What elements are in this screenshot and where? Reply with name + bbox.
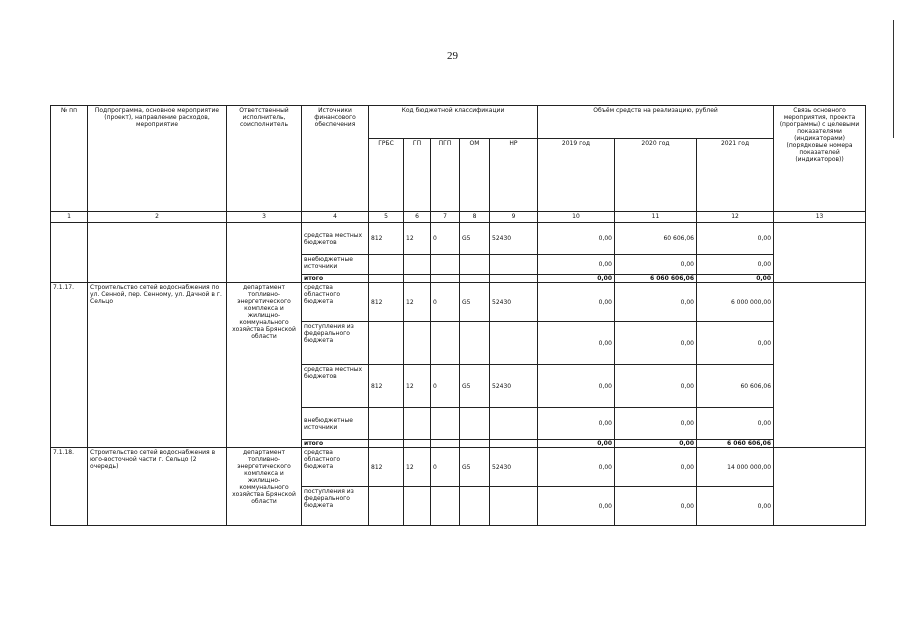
cell-2021: 0,00 [697, 408, 774, 440]
cell-nr: 52430 [490, 365, 538, 408]
cell-nr [490, 440, 538, 448]
cell-program: Строительство сетей водоснабжения в юго-восточной части г. Сельцо (2 очередь) [88, 448, 227, 526]
cell-link [774, 448, 866, 526]
col-number: 12 [697, 212, 774, 223]
col-number: 11 [615, 212, 697, 223]
cell-om [460, 255, 490, 275]
cell-source: итого [302, 440, 369, 448]
cell-gp [404, 255, 431, 275]
cell-executor: департамент топливно-энергетического комплекса и жилищно-коммунального хозяйства Брянской области [227, 448, 302, 526]
cell-source: средства областного бюджета [302, 283, 369, 322]
cell-om [460, 408, 490, 440]
col-number: 4 [302, 212, 369, 223]
cell-grbs [369, 275, 404, 283]
cell-gp [404, 322, 431, 365]
header-no: № пп [51, 106, 88, 212]
cell-2021: 0,00 [697, 223, 774, 255]
cell-2019: 0,00 [538, 408, 615, 440]
cell-2020: 0,00 [615, 408, 697, 440]
cell-nr [490, 487, 538, 526]
col-number: 8 [460, 212, 490, 223]
cell-grbs: 812 [369, 448, 404, 487]
cell-source: итого [302, 275, 369, 283]
cell-2021: 6 000 000,00 [697, 283, 774, 322]
col-number: 10 [538, 212, 615, 223]
header-pgp: ПГП [431, 139, 460, 212]
cell-2019: 0,00 [538, 322, 615, 365]
cell-om [460, 487, 490, 526]
cell-2021: 0,00 [697, 255, 774, 275]
header-budget-code: Код бюджетной классификации [369, 106, 538, 139]
cell-nr: 52430 [490, 283, 538, 322]
cell-pgp [431, 255, 460, 275]
cell-om: G5 [460, 223, 490, 255]
cell-2021: 0,00 [697, 487, 774, 526]
cell-source: внебюджетные источники [302, 255, 369, 275]
page-number: 29 [447, 50, 458, 62]
cell-2021: 0,00 [697, 275, 774, 283]
header-sources: Источники финансового обеспечения [302, 106, 369, 212]
cell-program: Строительство сетей водоснабжения по ул. Сенной, пер. Сенному, ул. Дачной в г. Сельцо [88, 283, 227, 448]
cell-no: 7.1.18. [51, 448, 88, 526]
cell-2021: 60 606,06 [697, 365, 774, 408]
cell-nr: 52430 [490, 448, 538, 487]
cell-link [774, 223, 866, 283]
header-volume: Объём средств на реализацию, рублей [538, 106, 774, 139]
header-2019: 2019 год [538, 139, 615, 212]
header-2021: 2021 год [697, 139, 774, 212]
cell-executor [227, 223, 302, 283]
cell-2020: 0,00 [615, 322, 697, 365]
cell-source: средства местных бюджетов [302, 365, 369, 408]
cell-2020: 60 606,06 [615, 223, 697, 255]
cell-nr [490, 322, 538, 365]
cell-nr [490, 275, 538, 283]
cell-2019: 0,00 [538, 283, 615, 322]
cell-grbs [369, 487, 404, 526]
cell-om [460, 275, 490, 283]
header-executor: Ответственный исполнитель, соисполнитель [227, 106, 302, 212]
table-row [51, 223, 866, 255]
cell-no [51, 223, 88, 283]
cell-2020: 0,00 [615, 365, 697, 408]
col-number: 7 [431, 212, 460, 223]
cell-2019: 0,00 [538, 223, 615, 255]
col-number: 5 [369, 212, 404, 223]
cell-2019: 0,00 [538, 440, 615, 448]
col-number: 3 [227, 212, 302, 223]
cell-2019: 0,00 [538, 487, 615, 526]
cell-pgp: 0 [431, 283, 460, 322]
cell-om: G5 [460, 448, 490, 487]
cell-source: поступления из федерального бюджета [302, 322, 369, 365]
cell-2019: 0,00 [538, 275, 615, 283]
cell-om: G5 [460, 283, 490, 322]
cell-gp [404, 487, 431, 526]
cell-nr: 52430 [490, 223, 538, 255]
col-number: 1 [51, 212, 88, 223]
col-number: 6 [404, 212, 431, 223]
col-number: 9 [490, 212, 538, 223]
cell-2020: 0,00 [615, 283, 697, 322]
page-edge-line [893, 20, 894, 138]
table-row [51, 448, 866, 487]
header-link: Связь основного мероприятия, проекта (программы) с целевыми показателями (индикаторами) (порядковые номера показателей (индикаторов)) [774, 106, 866, 212]
cell-om [460, 440, 490, 448]
cell-grbs [369, 440, 404, 448]
header-nr: НР [490, 139, 538, 212]
cell-executor: департамент топливно-энергетического комплекса и жилищно-коммунального хозяйства Брянской области [227, 283, 302, 448]
cell-om: G5 [460, 365, 490, 408]
cell-gp: 12 [404, 283, 431, 322]
cell-grbs: 812 [369, 365, 404, 408]
cell-om [460, 322, 490, 365]
cell-2019: 0,00 [538, 448, 615, 487]
cell-pgp [431, 408, 460, 440]
cell-2021: 6 060 606,06 [697, 440, 774, 448]
cell-program [88, 223, 227, 283]
cell-source: поступления из федерального бюджета [302, 487, 369, 526]
cell-2021: 14 000 000,00 [697, 448, 774, 487]
header-gp: ГП [404, 139, 431, 212]
header-program: Подпрограмма, основное мероприятие (проект), направление расходов, мероприятие [88, 106, 227, 212]
cell-pgp: 0 [431, 365, 460, 408]
cell-pgp [431, 487, 460, 526]
cell-gp: 12 [404, 223, 431, 255]
cell-grbs: 812 [369, 283, 404, 322]
header-2020: 2020 год [615, 139, 697, 212]
cell-nr [490, 408, 538, 440]
col-number: 13 [774, 212, 866, 223]
cell-2019: 0,00 [538, 365, 615, 408]
cell-2020: 0,00 [615, 448, 697, 487]
cell-pgp: 0 [431, 223, 460, 255]
cell-pgp [431, 440, 460, 448]
budget-table [50, 105, 866, 526]
cell-2021: 0,00 [697, 322, 774, 365]
cell-pgp: 0 [431, 448, 460, 487]
cell-pgp [431, 322, 460, 365]
cell-2020: 0,00 [615, 487, 697, 526]
cell-2020: 0,00 [615, 440, 697, 448]
header-row-1 [51, 106, 866, 139]
cell-grbs: 812 [369, 223, 404, 255]
cell-gp [404, 408, 431, 440]
cell-no: 7.1.17. [51, 283, 88, 448]
cell-2019: 0,00 [538, 255, 615, 275]
cell-2020: 0,00 [615, 255, 697, 275]
cell-source: средства местных бюджетов [302, 223, 369, 255]
cell-pgp [431, 275, 460, 283]
cell-2020: 6 060 606,06 [615, 275, 697, 283]
table-row [51, 283, 866, 322]
cell-grbs [369, 322, 404, 365]
header-om: ОМ [460, 139, 490, 212]
cell-gp: 12 [404, 365, 431, 408]
cell-link [774, 283, 866, 448]
cell-grbs [369, 255, 404, 275]
cell-source: внебюджетные источники [302, 408, 369, 440]
cell-gp: 12 [404, 448, 431, 487]
col-number: 2 [88, 212, 227, 223]
cell-source: средства областного бюджета [302, 448, 369, 487]
column-number-row [51, 212, 866, 223]
cell-gp [404, 275, 431, 283]
cell-grbs [369, 408, 404, 440]
header-grbs: ГРБС [369, 139, 404, 212]
cell-nr [490, 255, 538, 275]
cell-gp [404, 440, 431, 448]
